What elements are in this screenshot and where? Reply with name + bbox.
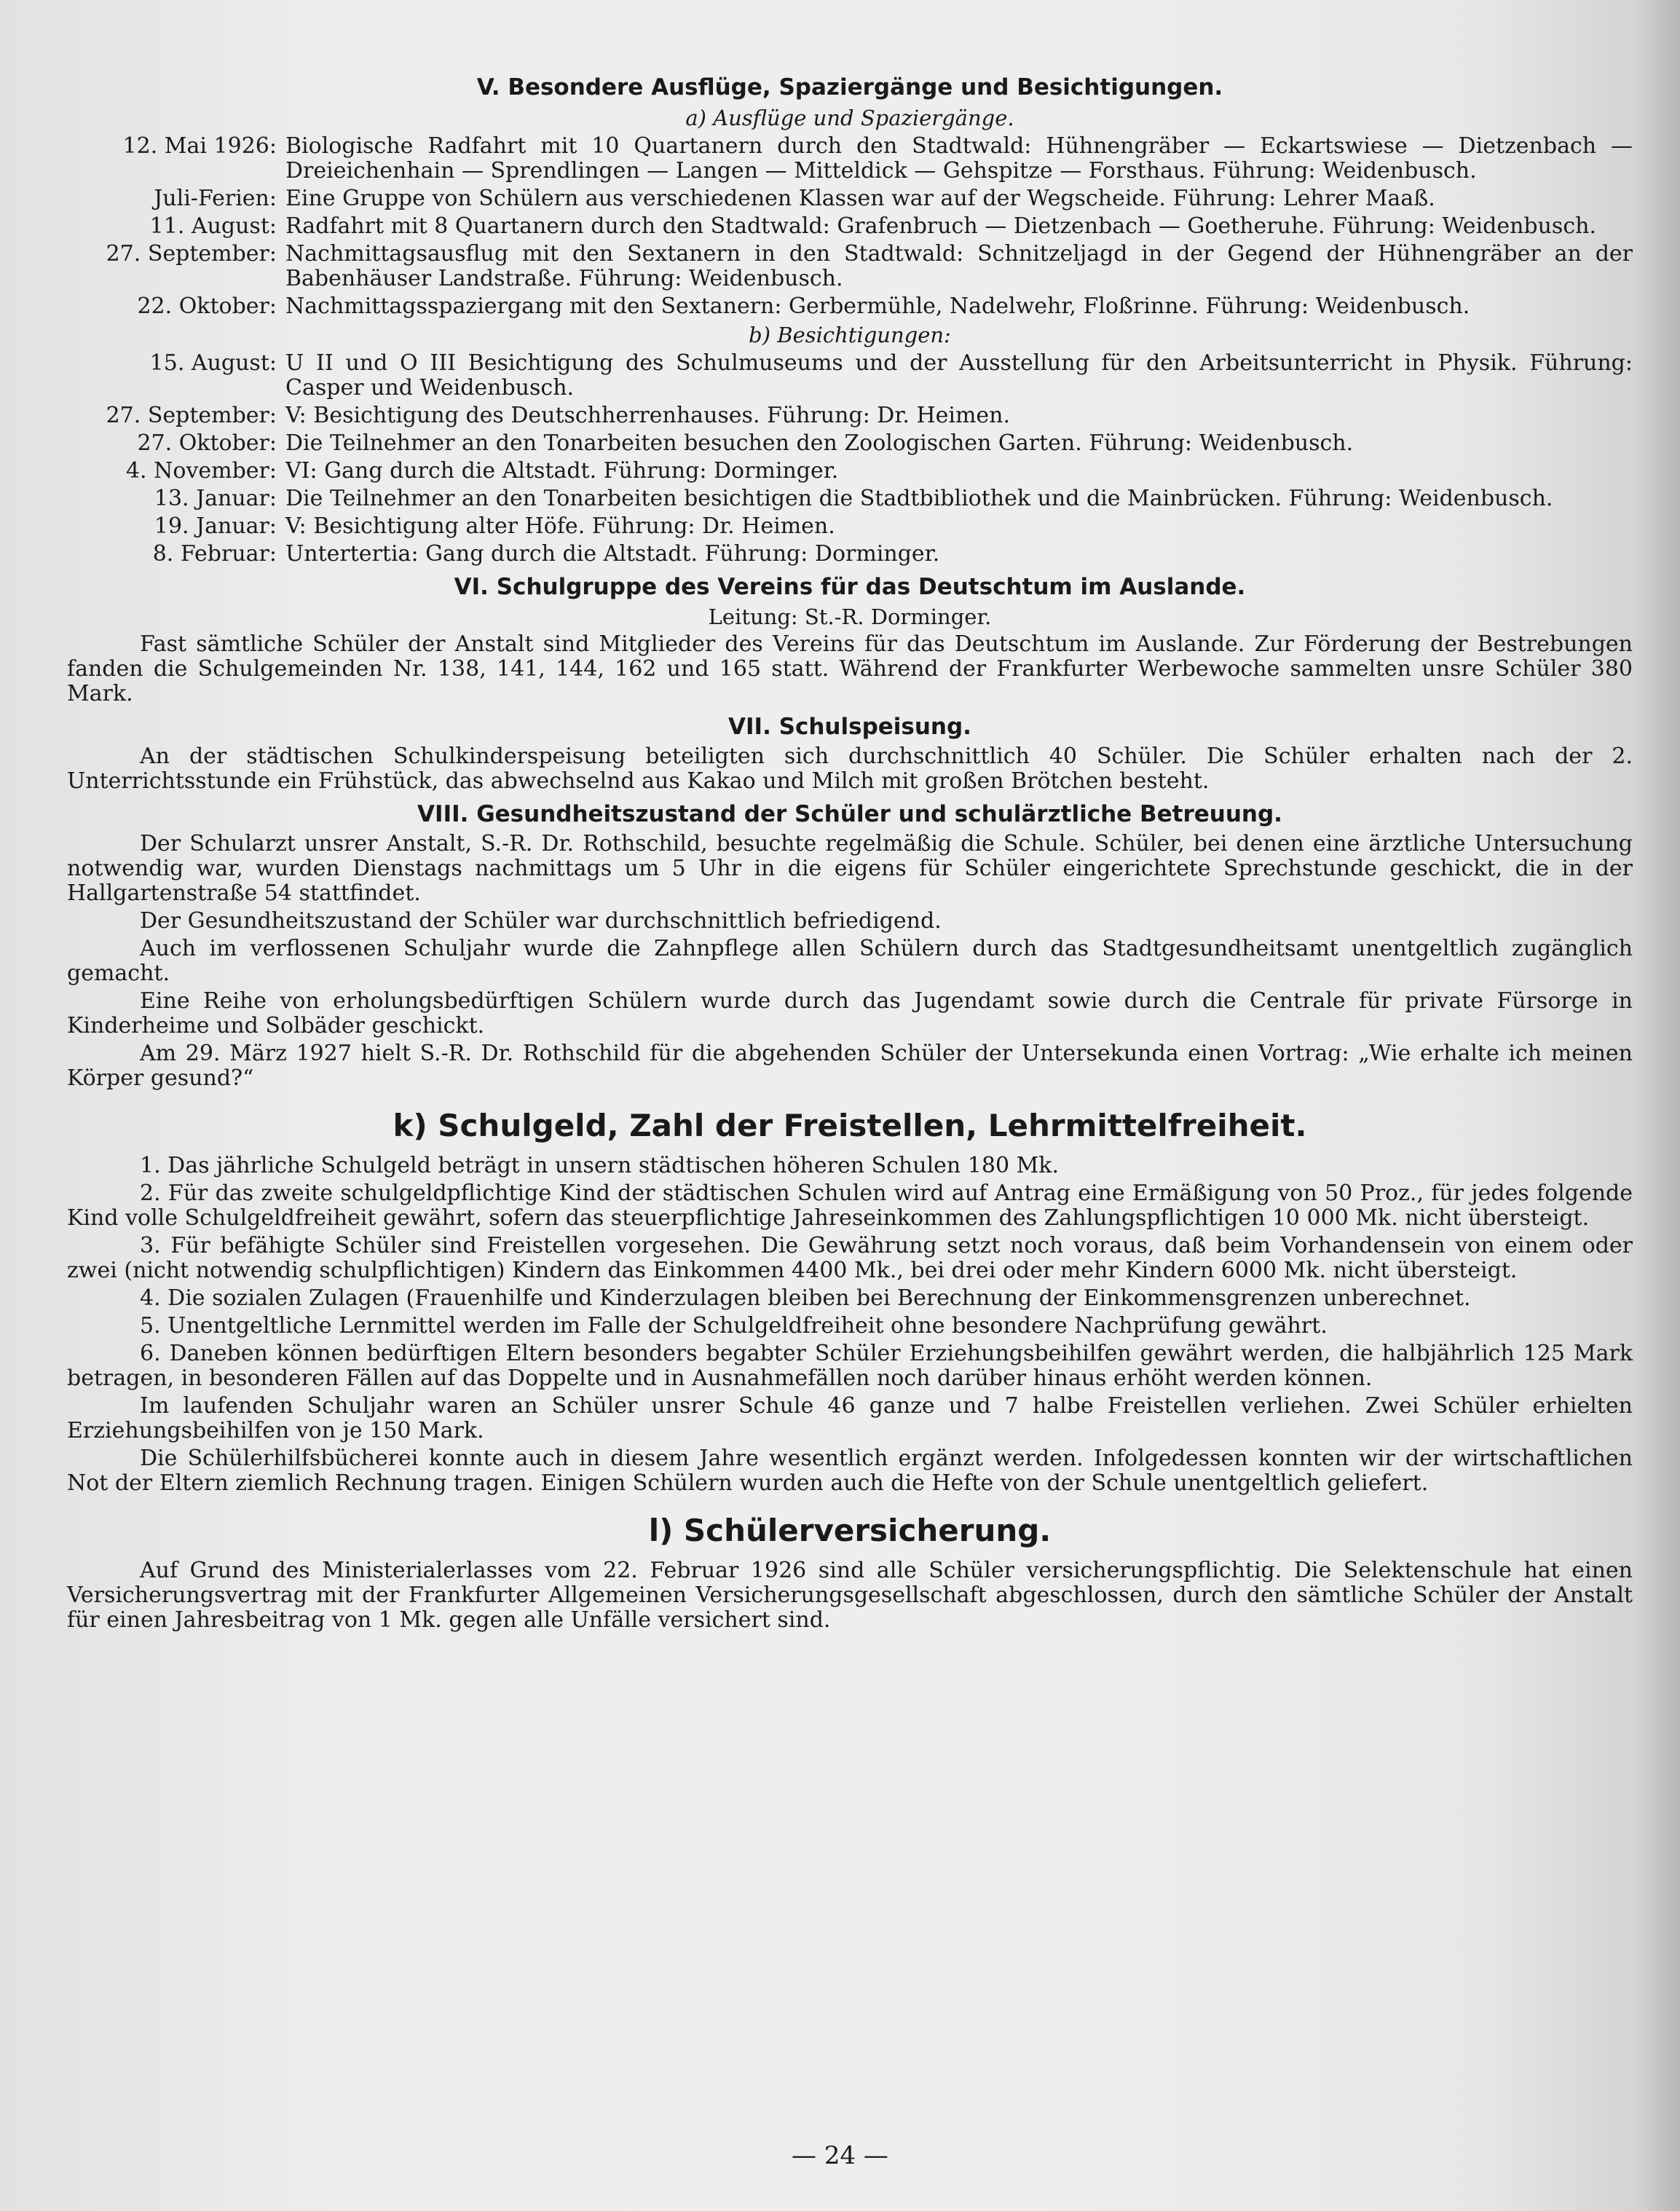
paragraph: 1. Das jährliche Schulgeld beträgt in unsern städtischen höheren Schulen 180 Mk. — [140, 1153, 1060, 1178]
paragraph: Im laufenden Schuljahr waren an Schüler unsrer Schule 46 ganze und 7 halbe Freistellen verliehen. Zwei Schüler erhielten Erziehungsbeihilfen von je 150 Mark. — [67, 1393, 1633, 1443]
paragraph: Fast sämtliche Schüler der Anstalt sind Mitglieder des Vereins für das Deutschtum im Auslande. Zur Förderung der Bestrebungen fanden die Schulgemeinden Nr. 138, 141, 144, 162 und 165 statt. Während der Frankfurter Werbewoche sammelten unsre Schüler 380 Mark. — [67, 631, 1633, 706]
paragraph: 5. Unentgeltliche Lernmittel werden im Falle der Schulgeldfreiheit ohne besondere Nachprüfung gewährt. — [140, 1313, 1328, 1339]
entry-text: Die Teilnehmer an den Tonarbeiten besichtigen die Stadtbibliothek und die Mainbrücken. Führung: Weidenbusch. — [285, 486, 1553, 511]
entry-text: V: Besichtigung alter Höfe. Führung: Dr. Heimen. — [285, 513, 835, 539]
list-item — [67, 214, 1633, 239]
list-item — [67, 486, 1633, 511]
list-item — [67, 294, 1633, 319]
page-edge-shadow — [1636, 0, 1680, 2211]
entry-text: Untertertia: Gang durch die Altstadt. Führung: Dorminger. — [285, 541, 940, 567]
trips-list — [67, 134, 1633, 319]
list-item — [67, 514, 1633, 539]
visits-list — [67, 351, 1633, 567]
paragraph: 3. Für befähigte Schüler sind Freistellen vorgesehen. Die Gewährung setzt noch voraus, daß beim Vorhandensein von einem oder zwei (nicht notwendig schulpflichtigen) Kindern das Einkommen 4400 Mk., bei drei oder mehr Kindern 6000 Mk. nicht übersteigt. — [67, 1233, 1633, 1283]
entry-date: 27. September: — [106, 403, 277, 428]
paragraph: Auf Grund des Ministerialerlasses vom 22. Februar 1926 sind alle Schüler versicherungspflichtig. Die Selektenschule hat einen Versicherungsvertrag mit der Frankfurter Allgemeinen Versicherungsgesellschaft abgeschlossen, durch den sämtliche Schüler der Anstalt für einen Jahresbeitrag von 1 Mk. gegen alle Unfälle versichert sind. — [67, 1558, 1633, 1633]
section-vi-leitung: Leitung: St.-R. Dorminger. — [708, 604, 992, 629]
paragraph: 6. Daneben können bedürftigen Eltern besonders begabter Schüler Erziehungsbeihilfen gewährt werden, die halbjährlich 125 Mark betragen, in besonderen Fällen auf das Doppelte und in Ausnahmefällen noch darüber hinaus erhöht werden können. — [67, 1341, 1633, 1391]
paragraph: Eine Reihe von erholungsbedürftigen Schülern wurde durch das Jugendamt sowie durch die Centrale für private Fürsorge in Kinderheime und Solbäder geschickt. — [67, 988, 1633, 1038]
entry-date: 13. Januar: — [154, 486, 277, 511]
paragraph: Der Gesundheitszustand der Schüler war durchschnittlich befriedigend. — [140, 908, 942, 934]
paragraph: 2. Für das zweite schulgeldpflichtige Kind der städtischen Schulen wird auf Antrag eine Ermäßigung von 50 Proz., für jedes folgende Kind volle Schulgeldfreiheit gewährt, sofern das steuerpflichtige Jahreseinkommen des Zahlungspflichtigen 10 000 Mk. nicht übersteigt. — [67, 1181, 1633, 1231]
entry-date: 19. Januar: — [154, 513, 277, 539]
paragraph: An der städtischen Schulkinderspeisung beteiligten sich durchschnittlich 40 Schüler. Die Schüler erhalten nach der 2. Unterrichtsstunde ein Frühstück, das abwechselnd aus Kakao und Milch mit großen Brötchen besteht. — [67, 744, 1633, 794]
entry-date: 11. August: — [149, 213, 277, 239]
section-vi-heading: VI. Schulgruppe des Vereins für das Deutschtum im Auslande. — [454, 574, 1246, 600]
paragraph: Die Schülerhilfsbücherei konnte auch in diesem Jahre wesentlich ergänzt werden. Infolgedessen konnten wir der wirtschaftlichen Not der Eltern ziemlich Rechnung tragen. Einigen Schülern wurden auch die Hefte von der Schule unentgeltlich geliefert. — [67, 1446, 1633, 1496]
list-item — [67, 431, 1633, 456]
section-viii-heading: VIII. Gesundheitszustand der Schüler und schulärztliche Betreuung. — [417, 801, 1282, 827]
entry-date: 12. Mai 1926: — [122, 133, 277, 159]
section-l-heading: l) Schülerversicherung. — [648, 1513, 1052, 1548]
entry-text: Die Teilnehmer an den Tonarbeiten besuchen den Zoologischen Garten. Führung: Weidenbusch. — [285, 430, 1354, 456]
list-item — [67, 242, 1633, 291]
entry-date: 15. August: — [149, 350, 277, 376]
paragraph: 4. Die sozialen Zulagen (Frauenhilfe und Kinderzulagen bleiben bei Berechnung der Einkommensgrenzen unberechnet. — [140, 1285, 1471, 1311]
list-item — [67, 134, 1633, 184]
entry-date: 27. September: — [106, 241, 277, 267]
paragraph: Am 29. März 1927 hielt S.-R. Dr. Rothschild für die abgehenden Schüler der Untersekunda einen Vortrag: „Wie erhalte ich meinen Körper gesund?“ — [67, 1041, 1633, 1091]
list-item — [67, 186, 1633, 211]
list-item — [67, 542, 1633, 567]
entry-text: VI: Gang durch die Altstadt. Führung: Dorminger. — [285, 458, 839, 484]
entry-date: 4. November: — [125, 458, 277, 484]
entry-text: Biologische Radfahrt mit 10 Quartanern durch den Stadtwald: Hühnengräber — Eckartswiese — Dietzenbach — Dreieichenhain — Sprendlingen — Langen — Mitteldick — Gehspitze — Forsthaus. Führung: Weidenbusch. — [285, 133, 1633, 184]
section-v-heading: V. Besondere Ausflüge, Spaziergänge und Besichtigungen. — [476, 74, 1223, 100]
list-item — [67, 403, 1633, 428]
section-v-sub-a: a) Ausflüge und Spaziergänge. — [685, 106, 1014, 130]
entry-date: Juli-Ferien: — [154, 186, 277, 211]
page-content — [67, 67, 1633, 1636]
entry-text: Radfahrt mit 8 Quartanern durch den Stadtwald: Grafenbruch — Dietzenbach — Goetheruhe. Führung: Weidenbusch. — [285, 213, 1596, 239]
section-v-sub-b: b) Besichtigungen: — [749, 323, 951, 347]
entry-text: U II und O III Besichtigung des Schulmuseums und der Ausstellung für den Arbeitsunterricht in Physik. Führung: Casper und Weidenbusch. — [285, 350, 1633, 401]
entry-date: 8. Februar: — [152, 541, 277, 567]
paragraph: Der Schularzt unsrer Anstalt, S.-R. Dr. Rothschild, besuchte regelmäßig die Schule. Schüler, bei denen eine ärztliche Untersuchung notwendig war, wurden Dienstags nachmittags um 5 Uhr in die eigens für Schüler eingerichtete Sprechstunde geschickt, die in der Hallgartenstraße 54 stattfindet. — [67, 831, 1633, 906]
list-item — [67, 459, 1633, 484]
entry-date: 22. Oktober: — [137, 293, 277, 319]
entry-text: V: Besichtigung des Deutschherrenhauses. Führung: Dr. Heimen. — [285, 403, 1011, 428]
entry-text: Nachmittagsausflug mit den Sextanern in den Stadtwald: Schnitzeljagd in der Gegend der Hühnengräber an der Babenhäuser Landstraße. Führung: Weidenbusch. — [285, 241, 1633, 291]
section-k-heading: k) Schulgeld, Zahl der Freistellen, Lehrmittelfreiheit. — [393, 1108, 1307, 1143]
paragraph: Auch im verflossenen Schuljahr wurde die Zahnpflege allen Schülern durch das Stadtgesundheitsamt unentgeltlich zugänglich gemacht. — [67, 936, 1633, 986]
entry-date: 27. Oktober: — [137, 430, 277, 456]
section-vii-heading: VII. Schulspeisung. — [728, 714, 971, 740]
entry-text: Eine Gruppe von Schülern aus verschiedenen Klassen war auf der Wegscheide. Führung: Lehrer Maaß. — [285, 186, 1435, 211]
entry-text: Nachmittagsspaziergang mit den Sextanern: Gerbermühle, Nadelwehr, Floßrinne. Führung: Weidenbusch. — [285, 293, 1470, 319]
page-number: — 24 — — [792, 2141, 888, 2170]
list-item — [67, 351, 1633, 401]
